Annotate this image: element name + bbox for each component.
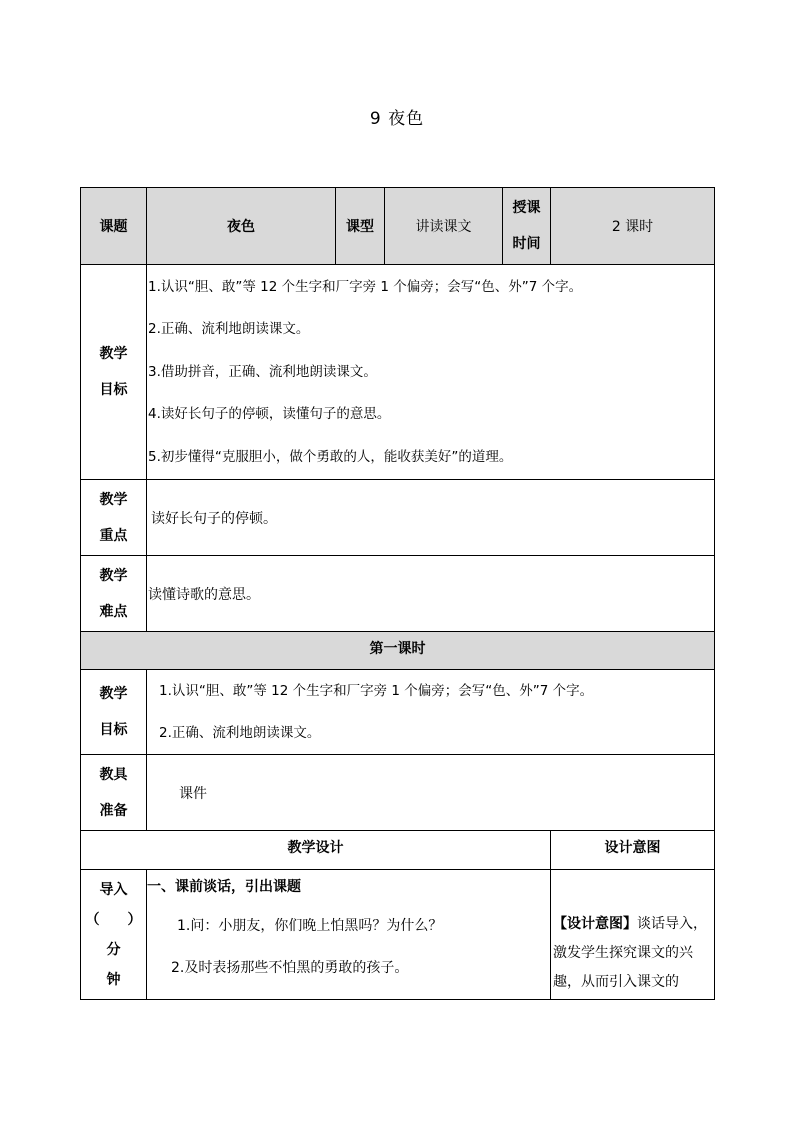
difficulties-row	[81, 556, 715, 632]
header-row	[81, 188, 715, 265]
tools-row	[81, 755, 715, 831]
goals-label: 教学 目标	[81, 265, 147, 480]
type-label: 课型	[336, 188, 385, 265]
lesson1-goals-label: 教学 目标	[81, 670, 147, 755]
time-value: 2 课时	[551, 188, 715, 265]
goal-item: 4.读好长句子的停顿，读懂句子的意思。	[148, 406, 391, 423]
difficulties-label: 教学 难点	[81, 556, 147, 632]
lesson1-heading-row	[81, 632, 715, 670]
intent-header: 设计意图	[551, 831, 715, 870]
intent-text: 谈话导入，激发学生探究课文的兴趣，从而引入课文的	[553, 916, 707, 990]
intro-step: 1.问：小朋友，你们晚上怕黑吗？为什么？	[177, 918, 443, 934]
goal-item: 3.借助拼音，正确、流利地朗读课文。	[148, 363, 377, 380]
intro-section-title: 一、课前谈话，引出课题	[147, 879, 301, 895]
type-value: 讲读课文	[385, 188, 503, 265]
goals-list	[147, 265, 715, 480]
goal-item: 2.正确、流利地朗读课文。	[159, 725, 321, 741]
intro-label: 导入 （ ）分 钟	[81, 870, 147, 1000]
intro-row	[81, 870, 715, 1000]
lesson-plan-table	[80, 187, 715, 1000]
design-header-row	[81, 831, 715, 870]
lesson1-heading: 第一课时	[81, 632, 715, 670]
difficulties-text: 读懂诗歌的意思。	[147, 556, 715, 632]
goal-item: 5.初步懂得“克服胆小，做个勇敢的人，能收获美好”的道理。	[148, 448, 513, 465]
tools-label: 教具 准备	[81, 755, 147, 831]
time-label: 授课 时间	[503, 188, 551, 265]
intro-intent	[551, 870, 715, 1000]
lesson1-goals-list	[147, 670, 715, 755]
key-points-text: 读好长句子的停顿。	[147, 480, 715, 556]
intro-step: 2.及时表扬那些不怕黑的勇敢的孩子。	[171, 960, 409, 976]
key-points-row	[81, 480, 715, 556]
goal-item: 2.正确、流利地朗读课文。	[148, 321, 310, 338]
tools-text: 课件	[147, 755, 715, 831]
lesson1-goals-row	[81, 670, 715, 755]
goal-item: 1.认识“胆、敢”等 12 个生字和厂字旁 1 个偏旁；会写“色、外”7 个字。	[148, 278, 583, 295]
key-points-label: 教学 重点	[81, 480, 147, 556]
intro-content	[147, 870, 551, 1000]
topic-label: 课题	[81, 188, 147, 265]
goal-item: 1.认识“胆、敢”等 12 个生字和厂字旁 1 个偏旁；会写“色、外”7 个字。	[159, 683, 594, 699]
topic-value: 夜色	[147, 188, 336, 265]
document-title: 9 夜色	[369, 109, 425, 129]
intent-label: 【设计意图】	[553, 916, 637, 932]
design-header: 教学设计	[81, 831, 551, 870]
goals-row	[81, 265, 715, 480]
